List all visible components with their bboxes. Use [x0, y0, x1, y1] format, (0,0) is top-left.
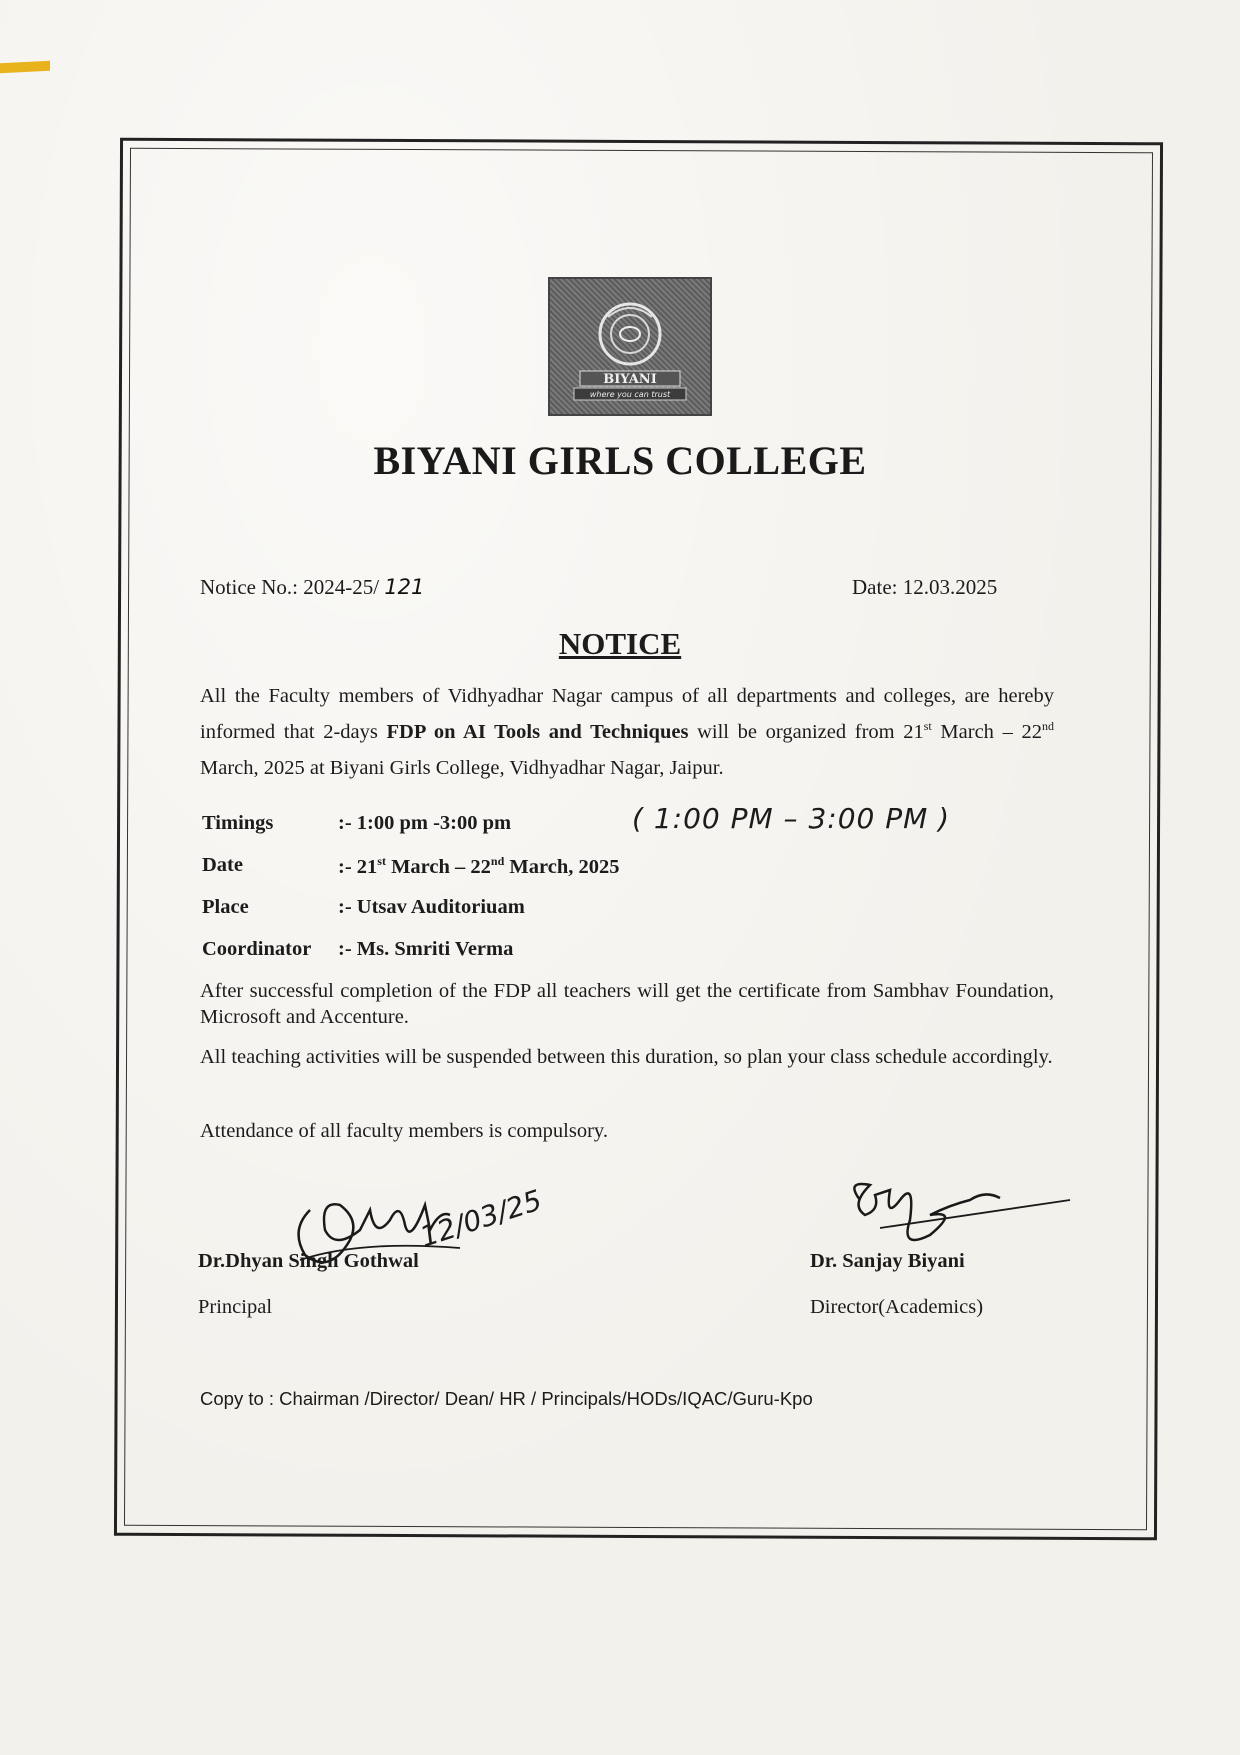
attendance-paragraph: Attendance of all faculty members is compulsory.: [200, 1120, 608, 1142]
logo-tagline: where you can trust: [589, 390, 671, 399]
intro-sup-nd: nd: [1041, 719, 1054, 734]
date-label: Date: [202, 854, 243, 876]
director-title: Director(Academics): [810, 1296, 984, 1318]
date-sup-nd: nd: [490, 854, 505, 868]
date-sup-st: st: [377, 854, 386, 868]
notice-date: Date: 12.03.2025: [852, 575, 998, 599]
notice-title: NOTICE: [558, 626, 682, 661]
date-value: [338, 854, 619, 879]
copy-to-line: Copy to : Chairman /Director/ Dean/ HR / Principals/HODs/IQAC/Guru-Kpo: [200, 1388, 813, 1409]
timings-label: Timings: [202, 812, 274, 834]
timings-handwritten-note: ( 1:00 PM – 3:00 PM ): [632, 802, 951, 835]
timings-value: :- 1:00 pm -3:00 pm: [338, 812, 512, 834]
certificate-paragraph: After successful completion of the FDP all teachers will get the certificate from Sambhav Foundation, Microsoft and Accenture.: [200, 980, 1054, 1028]
teaching-suspension-paragraph: All teaching activities will be suspended between this duration, so plan your class schedule accordingly.: [200, 1046, 1053, 1068]
place-label: Place: [202, 896, 249, 918]
place-value: :- Utsav Auditoriuam: [338, 896, 525, 918]
date-value-b: March – 22: [385, 855, 491, 878]
director-name: Dr. Sanjay Biyani: [810, 1250, 965, 1272]
college-name: BIYANI GIRLS COLLEGE: [373, 438, 867, 483]
director-signature: [840, 1160, 1080, 1260]
college-logo-emblem: [550, 279, 710, 414]
principal-signature-date: 12/03/25: [415, 1183, 546, 1254]
notice-number-handwritten: 121: [384, 575, 425, 599]
college-logo: [548, 277, 712, 416]
principal-title: Principal: [198, 1296, 273, 1318]
coordinator-value: :- Ms. Smriti Verma: [338, 938, 514, 960]
logo-wordmark: BIYANI: [603, 372, 657, 387]
date-value-c: March, 2025: [504, 855, 620, 878]
coordinator-label: Coordinator: [202, 938, 312, 960]
intro-text-c: March – 22: [931, 721, 1042, 743]
principal-name: Dr.Dhyan Singh Gothwal: [198, 1250, 419, 1272]
notice-number: [200, 575, 424, 600]
intro-text-b: will be organized from 21: [688, 721, 924, 743]
intro-text-a: All the Faculty members of Vidhyadhar Nagar campus of all departments and colleges, are hereby informed that 2-days: [200, 685, 1054, 743]
notice-number-label: Notice No.: 2024-25/: [200, 575, 380, 599]
date-value-a: :- 21: [338, 855, 378, 878]
intro-sup-st: st: [923, 719, 932, 734]
intro-fdp-title: FDP on AI Tools and Techniques: [386, 721, 689, 743]
notice-intro-paragraph: [200, 678, 1054, 786]
intro-text-d: March, 2025 at Biyani Girls College, Vidhyadhar Nagar, Jaipur.: [200, 757, 724, 779]
